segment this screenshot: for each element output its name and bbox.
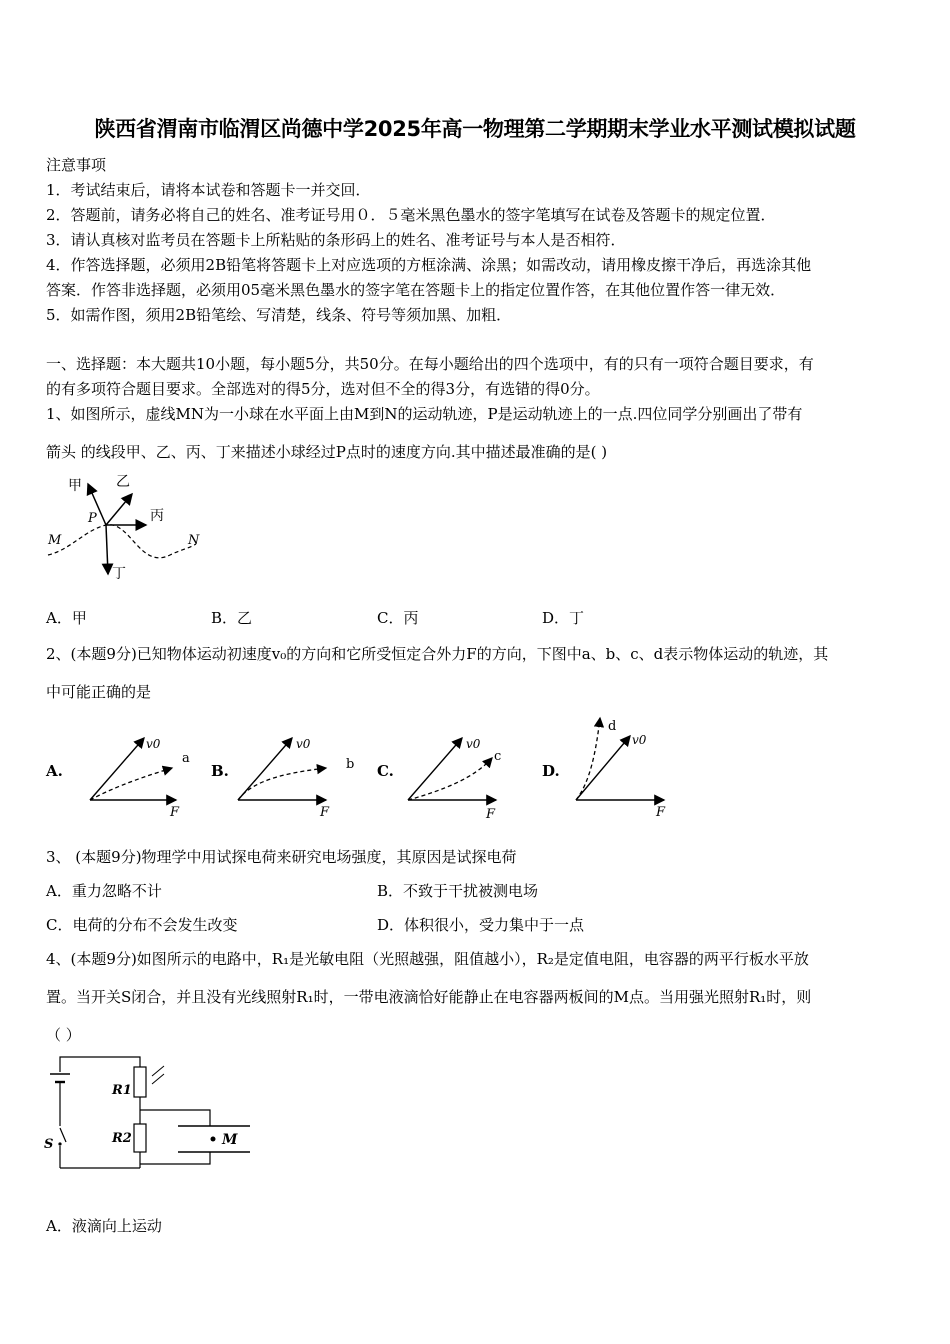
label-F: F [320,805,330,820]
notes-heading: 注意事项 [46,156,107,174]
q2-option-c[interactable]: C. [377,762,394,780]
q2-figure-a [86,728,196,823]
q3-option-c[interactable]: C．电荷的分布不会发生改变 [46,916,238,934]
q1-option-c[interactable]: C．丙 [377,609,419,627]
label-bing: 丙 [150,508,164,524]
arrow-yi [106,494,132,525]
label-ding: 丁 [112,566,126,582]
label-jia: 甲 [68,478,82,494]
note-item: 4．作答选择题，必须用2B铅笔将答题卡上对应选项的方框涂满、涂黑；如需改动，请用橡皮擦干净后，再选涂其他 [46,256,812,274]
label-F: F [170,805,180,820]
q2-option-d[interactable]: D. [542,762,560,780]
q1-option-b[interactable]: B．乙 [211,609,253,627]
q2-figure-b [234,728,364,823]
q2-option-a[interactable]: A. [46,762,63,780]
label-v0: v0 [632,733,647,747]
q1-option-d[interactable]: D．丁 [542,609,585,627]
q4-stem: （ ） [46,1026,81,1044]
q3-option-a[interactable]: A．重力忽略不计 [46,882,162,900]
label-curve-a: a [182,751,190,766]
label-P: P [88,511,97,526]
note-item: 答案．作答非选择题，必须用05毫米黑色墨水的签字笔在答题卡上的指定位置作答，在其他位置作答一律无效． [46,281,786,299]
q3-option-d[interactable]: D．体积很小，受力集中于一点 [377,916,585,934]
label-R1: R1 [112,1083,132,1098]
q4-option-a[interactable]: A．液滴向上运动 [46,1217,162,1235]
label-curve-c: c [494,749,502,764]
q3-stem: 3、 (本题9分)物理学中用试探电荷来研究电场强度，其原因是试探电荷 [46,848,517,866]
q1-figure [40,470,210,585]
q2-stem: 2、(本题9分)已知物体运动初速度v₀的方向和它所受恒定合外力F的方向，下图中a、b、c、d表示物体运动的轨迹，其 [46,645,829,663]
label-v0: v0 [466,737,481,751]
label-R2: R2 [112,1131,132,1146]
label-N: N [188,533,200,548]
label-yi: 乙 [116,474,130,490]
label-S: S [44,1137,54,1152]
section-intro: 的有多项符合题目要求。全部选对的得5分，选对但不全的得3分，有选错的得0分。 [46,380,600,398]
q1-stem: 箭头 的线段甲、乙、丙、丁来描述小球经过P点时的速度方向.其中描述最准确的是( ) [46,443,608,461]
q2-stem: 中可能正确的是 [46,683,152,701]
label-M: M [222,1132,238,1148]
q4-circuit [40,1052,270,1177]
arrow-ding [106,525,108,574]
q1-option-a[interactable]: A．甲 [46,609,87,627]
label-curve-b: b [346,757,355,772]
label-F: F [486,807,496,822]
note-item: 3．请认真核对监考员在答题卡上所粘贴的条形码上的姓名、准考证号与本人是否相符． [46,231,626,249]
note-item: 5．如需作图，须用2B铅笔绘、写清楚，线条、符号等须加黑、加粗． [46,306,512,324]
section-intro: 一、选择题：本大题共10小题，每小题5分，共50分。在每小题给出的四个选项中，有的只有一项符合题目要求，有 [46,355,814,373]
label-M: M [48,533,62,548]
trajectory-dashed [48,525,196,558]
q4-stem: 置。当开关S闭合，并且没有光线照射R₁时，一带电液滴恰好能静止在电容器两板间的M点。当用强光照射R₁时，则 [46,988,812,1006]
note-item: 2．答题前，请务必将自己的姓名、准考证号用０．５毫米黑色墨水的签字笔填写在试卷及答题卡的规定位置． [46,206,776,224]
label-F: F [656,805,666,820]
page-title: 陕西省渭南市临渭区尚德中学2025年高一物理第二学期期末学业水平测试模拟试题 [94,117,856,141]
q3-option-b[interactable]: B．不致于干扰被测电场 [377,882,539,900]
q2-figure-c [404,728,514,823]
q4-stem: 4、(本题9分)如图所示的电路中，R₁是光敏电阻（光照越强，阻值越小），R₂是定值电阻，电容器的两平行板水平放 [46,950,809,968]
label-v0: v0 [146,737,161,751]
q1-stem: 1、如图所示，虚线MN为一小球在水平面上由M到N的运动轨迹，P是运动轨迹上的一点.四位同学分别画出了带有 [46,405,803,423]
q2-figure-d [572,712,682,822]
note-item: 1．考试结束后，请将本试卷和答题卡一并交回． [46,181,371,199]
label-v0: v0 [296,737,311,751]
label-curve-d: d [608,719,617,734]
q2-option-b[interactable]: B. [211,762,229,780]
